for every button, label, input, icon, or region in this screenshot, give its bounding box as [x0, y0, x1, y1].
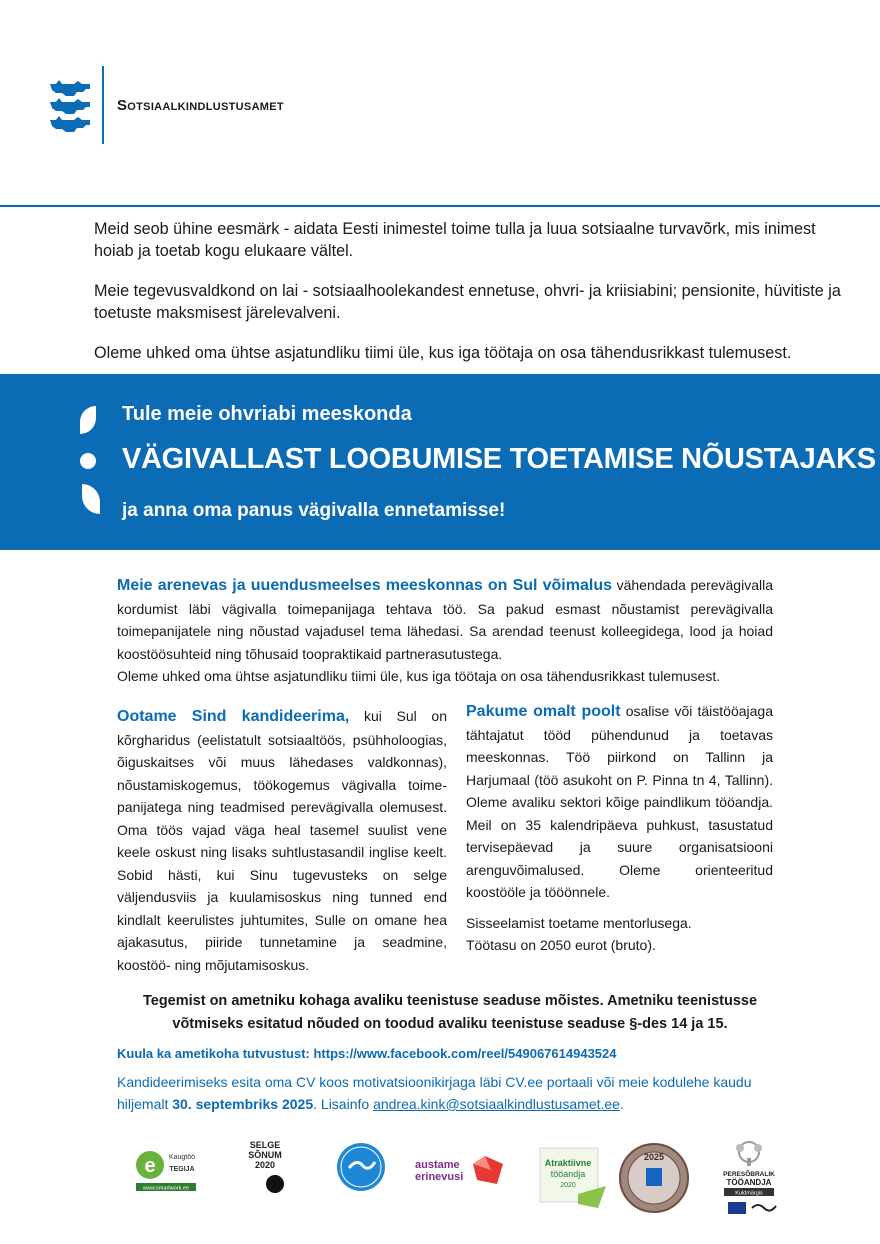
apply-instructions	[117, 1071, 797, 1115]
candidate-text: kui Sul on kõrgharidus (eelistatult sotsiaaltöös, psühholoogias, õiguskaitses või muus lähedases valdkonnas), nõustamiskogemus, töökogemus vägivalla toime-panijatega ning teadmised perevägivalla olemusest. Oma töös vajad väga heal tasemel suulist vene keele oskust ning lisaks suhtlustasandil inglise keelt. Sobid hästi, kui Sinu tugevusteks on selge väljendusviis ja kuulamisoskus ning tunned end kindlalt keerulistes juhtumites, Sulle on omane hea ajakasutus, piiride tunnetamine ja seadmine, koostöö- ning mõjutamisoskus.	[117, 708, 448, 973]
candidate-requirements	[117, 705, 447, 976]
contact-email-link[interactable]: andrea.kink@sotsiaalkindlustusamet.ee	[373, 1096, 620, 1112]
pere-line-3: Kuldmärgis	[735, 1190, 763, 1197]
opportunity-text: vähendada perevägivalla kordumist läbi vägivalla toimepanijaga tehtava töö. Sa pakud esmast nõustamist perevägivalla toimepanijatele ning nõustad vajadusel tema lähedasi. Sa arendad teenust kolleegidega, lood ja hoiad koostöösuhteid ning tõhusaid toopraktikaid partnerasutustega.	[117, 577, 773, 662]
kaugtoo-tegija-logo	[128, 1145, 200, 1193]
opportunity-closing: Oleme uhked oma ühtse asjatundliku tiimi üle, kus iga töötaja on osa tähendusrikkast tulemusest.	[117, 668, 721, 684]
opportunity-lead: Meie arenevas ja uuendusmeelses meeskonnas on Sul võimalus	[117, 577, 612, 594]
apply-end: .	[619, 1096, 624, 1112]
pere-line-1: PERESÕBRALIK	[723, 1171, 775, 1178]
selge-line-2: SÕNUM	[248, 1150, 282, 1160]
apply-text: Kandideerimiseks esita oma CV koos motivatsioonikirjaga läbi CV.ee portaali või meie kodulehe kaudu hiljemalt	[117, 1074, 752, 1112]
selge-line-3: 2020	[254, 1160, 276, 1170]
candidate-lead: Ootame Sind kandideerima,	[117, 708, 350, 725]
atraktiivne-line-3: 2020	[560, 1182, 576, 1189]
kaugtoo-url: www.smartwork.ee	[142, 1185, 190, 1192]
header-rule	[0, 205, 880, 207]
peresobralik-tooandja-logo	[716, 1138, 782, 1218]
selge-line-1: SELGE	[249, 1140, 281, 1150]
apply-deadline: 30. septembriks 2025	[172, 1096, 314, 1112]
pere-line-2: TÖÖANDJA	[726, 1178, 772, 1187]
estonian-coat-of-arms-logo	[48, 78, 92, 134]
austame-line-1: austame	[415, 1159, 460, 1171]
banner-tagline: ja anna oma panus vägivalla ennetamisse!	[122, 500, 506, 521]
banner-subtitle: Tule meie ohvriabi meeskonda	[122, 403, 412, 425]
selge-sonum-logo	[245, 1138, 285, 1196]
austame-erinevusi-logo	[413, 1150, 509, 1190]
round-blue-badge-logo	[333, 1142, 389, 1192]
apply-info-label: . Lisainfo	[313, 1096, 374, 1112]
emblem-year: 2025	[643, 1152, 665, 1162]
org-name: Sotsiaalkindlustusamet	[117, 97, 284, 114]
offer-text: osalise või täistööajaga tähtajatut tööd pühendunud ja toetavas meeskonnas. Töö piirkond on Tallinn ja Harjumaal (töö asukoht on P. Pinna tn 4, Tallinn). Oleme avaliku sektori kõige paindlikum tööandja. Meil on 35 kalendripäeva puhkust, tasustatud tervisepäevad ja suure organisatsiooni arenguvõimalused. Oleme orienteeritud koostööle ja tööönnele.	[466, 703, 773, 900]
svg-text:e: e	[144, 1155, 156, 1177]
emblem-2025-logo	[618, 1142, 690, 1214]
intro-paragraph-1: Meid seob ühine eesmärk - aidata Eesti inimestel toime tulla ja luua sotsiaalne turvavõrk, mis inimest hoiab ja toetab kogu elukaare vältel.	[94, 220, 816, 260]
offer-mentoring: Sisseelamist toetame mentorlusega.	[466, 914, 692, 931]
austame-line-2: erinevusi	[415, 1171, 464, 1183]
atraktiivne-tooandja-logo	[538, 1146, 608, 1210]
kaugtoo-bottom-text: TEGIJA	[169, 1166, 195, 1173]
offer-salary: Töötasu on 2050 eurot (bruto).	[466, 937, 656, 953]
job-title: VÄGIVALLAST LOOBUMISE TOETAMISE NÕUSTAJAKS	[122, 443, 876, 475]
opportunity-paragraph	[117, 574, 773, 688]
atraktiivne-line-2: tööandja	[550, 1169, 586, 1179]
atraktiivne-line-1: Atraktiivne	[544, 1158, 592, 1168]
intro-paragraph-3: Oleme uhked oma ühtse asjatundliku tiimi üle, kus iga töötaja on osa tähendusrikkast tulemusest.	[94, 344, 792, 362]
intro-paragraph-2: Meie tegevusvaldkond on lai - sotsiaalhoolekandest ennetuse, ohvri- ja kriisiabini; pensionite, hüvitiste ja toetuste maksmisest järelevalveni.	[94, 282, 841, 322]
offer-lead: Pakume omalt poolt	[466, 703, 621, 720]
legal-notice: Tegemist on ametniku kohaga avaliku teenistuse seaduse mõistes. Ametniku teenistusse võtmiseks esitatud nõuded on toodud avaliku teenistuse seaduse §-des 14 ja 15.	[142, 993, 758, 1032]
offer-section	[466, 700, 773, 957]
dot-icon	[80, 453, 96, 469]
kaugtoo-top-text: Kaugtöö	[168, 1154, 196, 1161]
logo-divider	[102, 66, 104, 144]
video-link[interactable]: Kuula ka ametikoha tutvustust: https://www.facebook.com/reel/549067614943524	[117, 1046, 617, 1061]
